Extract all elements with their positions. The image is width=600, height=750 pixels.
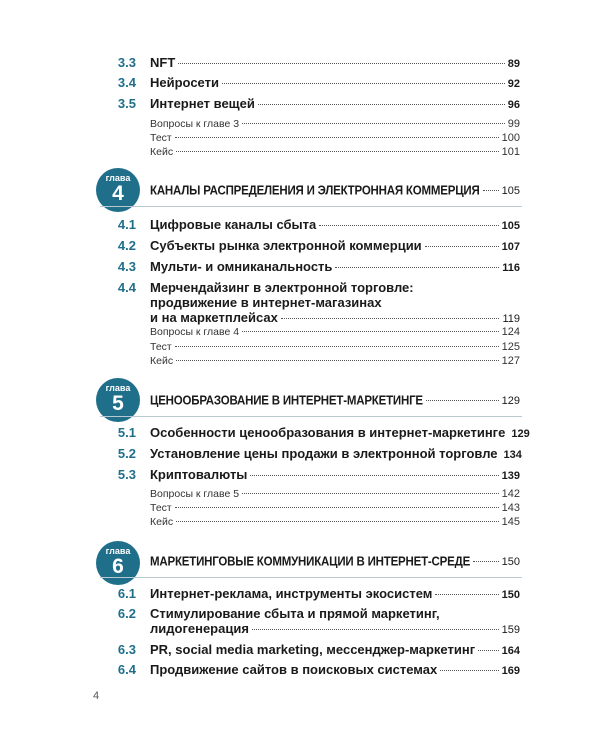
section-title-line: Мерчендайзинг в электронной торговле: [150,280,414,295]
chapter-badge-number: 4 [112,182,124,205]
chapter-badge-label: глава [105,173,131,183]
page-ref: 96 [507,99,520,111]
section-title: Установление цены продажи в электронной торговле [150,446,498,461]
section-title: Криптовалюты [150,467,248,482]
section-title-line: лидогенерация [150,621,249,636]
page-number: 4 [93,690,100,702]
section-title: Нейросети [150,75,219,90]
page-ref: 150 [501,556,520,568]
section-number: 3.4 [117,75,136,90]
page-ref: 169 [501,665,520,677]
extra-title: Кейс [150,516,174,528]
chapter-divider [100,206,522,207]
page-ref: 164 [501,645,520,657]
section-title-line: и на маркетплейсах [150,310,278,325]
chapter-title: МАРКЕТИНГОВЫЕ КОММУНИКАЦИИ В ИНТЕРНЕТ-СРЕДЕ [150,555,471,569]
extra-title: Кейс [150,146,174,158]
extra-title: Тест [150,502,172,514]
extra-title: Вопросы к главе 3 [150,118,240,130]
section-number: 6.1 [117,586,136,601]
section-title: Интернет-реклама, инструменты экосистем [150,586,433,601]
page-ref: 100 [501,132,520,144]
section-title: Цифровые каналы сбыта [150,217,317,232]
chapter-badge-6 [96,541,140,585]
chapter-badge-label: глава [105,546,131,556]
page-ref: 89 [507,58,520,70]
section-title: Продвижение сайтов в поисковых системах [150,662,438,677]
chapter-badge-number: 5 [112,392,124,415]
chapter-badge-label: глава [105,383,131,393]
chapter-divider [100,577,522,578]
section-number: 6.4 [117,662,136,677]
extra-title: Вопросы к главе 5 [150,488,240,500]
section-number: 6.2 [117,606,136,621]
page-ref: 125 [501,341,520,353]
page-ref: 143 [501,502,520,514]
chapter-badge-number: 6 [112,555,124,578]
extra-title: Тест [150,132,172,144]
page-ref: 129 [511,428,530,440]
page-ref: 145 [501,516,520,528]
page-ref: 107 [501,241,520,253]
section-number: 5.3 [117,467,136,482]
chapter-title: КАНАЛЫ РАСПРЕДЕЛЕНИЯ И ЭЛЕКТРОННАЯ КОММЕРЦИЯ [150,184,480,198]
page-ref: 127 [501,355,520,367]
page-ref: 105 [501,185,520,197]
section-title-line: продвижение в интернет-магазинах [150,295,382,310]
extra-title: Вопросы к главе 4 [150,326,240,338]
page-ref: 150 [501,589,520,601]
section-title-line: Стимулирование сбыта и прямой маркетинг, [150,606,440,621]
chapter-divider [100,416,522,417]
extra-title: Кейс [150,355,174,367]
section-title: NFT [150,55,176,70]
page-ref: 92 [507,78,520,90]
page-ref: 116 [502,262,520,274]
section-number: 5.2 [117,446,136,461]
page-ref: 101 [501,146,520,158]
section-title: Особенности ценообразования в интернет-маркетинге [150,425,506,440]
section-number: 4.2 [117,238,136,253]
section-number: 4.1 [117,217,136,232]
section-title: Мульти- и омниканальность [150,259,333,274]
page-ref: 159 [501,624,520,636]
page-ref: 142 [501,488,520,500]
section-number: 5.1 [117,425,136,440]
page-ref: 119 [502,313,520,325]
section-number: 6.3 [117,642,136,657]
page-ref: 139 [501,470,520,482]
section-number: 3.3 [117,55,136,70]
section-title: PR, social media marketing, мессенджер-маркетинг [150,642,476,657]
section-title: Субъекты рынка электронной коммерции [150,238,422,253]
section-title: Интернет вещей [150,96,255,111]
page-ref: 134 [503,449,522,461]
page-ref: 99 [507,118,520,130]
section-number: 3.5 [117,96,136,111]
section-number: 4.4 [117,280,136,295]
section-number: 4.3 [117,259,136,274]
extra-title: Тест [150,341,172,353]
chapter-title: ЦЕНООБРАЗОВАНИЕ В ИНТЕРНЕТ-МАРКЕТИНГЕ [150,394,423,408]
page-ref: 124 [501,326,520,338]
page-ref: 129 [501,395,520,407]
page-ref: 105 [501,220,520,232]
